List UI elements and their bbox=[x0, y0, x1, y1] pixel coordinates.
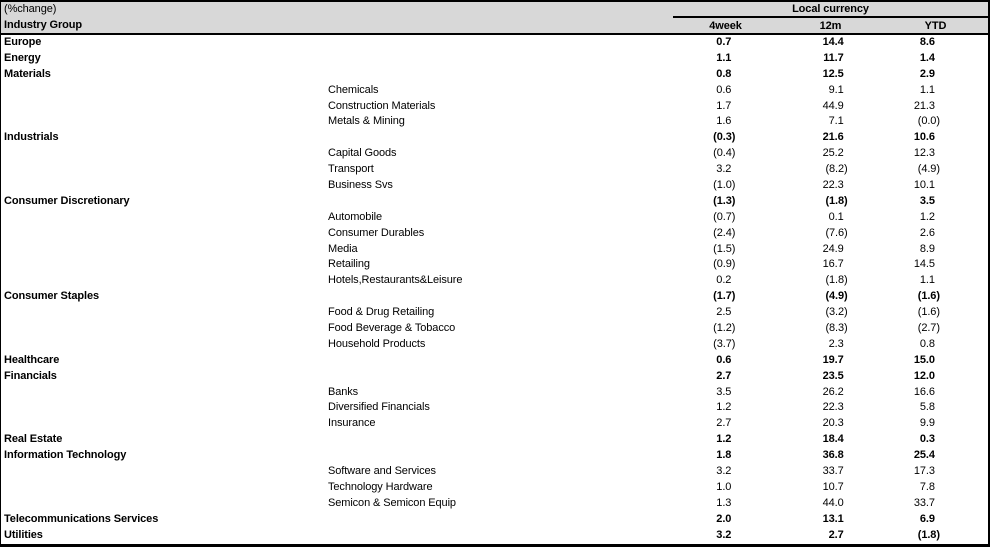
value-4week: 1.2 bbox=[716, 433, 732, 446]
row-label: Materials bbox=[4, 67, 51, 80]
value-ytd: 10.1 bbox=[913, 179, 935, 192]
value-12m: 36.8 bbox=[822, 449, 844, 462]
value-4week: 3.2 bbox=[716, 465, 732, 478]
value-ytd: 1.1 bbox=[919, 274, 935, 287]
table-row bbox=[1, 273, 988, 289]
value-4week: 1.1 bbox=[716, 51, 732, 64]
value-ytd: 10.6 bbox=[913, 131, 935, 144]
value-12m: 44.0 bbox=[822, 496, 844, 509]
row-label: Banks bbox=[328, 385, 359, 398]
row-label: Chemicals bbox=[328, 83, 379, 96]
value-ytd: 1.2 bbox=[919, 210, 935, 223]
value-ytd: (0.0) bbox=[917, 115, 940, 128]
value-4week: 1.0 bbox=[716, 480, 732, 493]
row-label: Consumer Durables bbox=[328, 226, 425, 239]
value-4week: 0.6 bbox=[716, 83, 732, 96]
value-12m: 13.1 bbox=[822, 512, 844, 525]
table-row bbox=[1, 226, 988, 242]
value-ytd: 25.4 bbox=[913, 449, 935, 462]
value-4week: (1.7) bbox=[713, 290, 736, 303]
value-4week: 1.7 bbox=[716, 99, 732, 112]
table-body bbox=[1, 35, 988, 544]
value-ytd: 12.0 bbox=[913, 369, 935, 382]
value-12m: 11.7 bbox=[823, 51, 844, 64]
row-label: Diversified Financials bbox=[328, 401, 430, 414]
value-4week: 0.8 bbox=[716, 67, 732, 80]
column-headers bbox=[673, 19, 988, 33]
value-4week: 2.7 bbox=[716, 369, 732, 382]
value-12m: 7.1 bbox=[828, 115, 844, 128]
value-4week: 2.0 bbox=[716, 512, 732, 525]
table-row bbox=[1, 162, 988, 178]
value-ytd: 14.5 bbox=[913, 258, 935, 271]
value-12m: 22.3 bbox=[822, 179, 844, 192]
local-currency-group-header: Local currency bbox=[673, 2, 988, 18]
row-label: Technology Hardware bbox=[328, 480, 433, 493]
table-row bbox=[1, 528, 988, 544]
value-4week: (3.7) bbox=[713, 337, 736, 350]
value-12m: 33.7 bbox=[822, 465, 844, 478]
value-12m: (7.6) bbox=[825, 226, 848, 239]
row-label: Healthcare bbox=[4, 353, 60, 366]
value-4week: 2.5 bbox=[716, 306, 732, 319]
table-row bbox=[1, 400, 988, 416]
value-4week: 3.5 bbox=[716, 385, 732, 398]
value-4week: 1.3 bbox=[716, 496, 732, 509]
value-ytd: 1.1 bbox=[919, 83, 935, 96]
value-ytd: 3.5 bbox=[919, 194, 935, 207]
value-4week: (2.4) bbox=[713, 226, 736, 239]
value-ytd: (2.7) bbox=[917, 322, 940, 335]
table-row bbox=[1, 35, 988, 51]
row-label: Hotels,Restaurants&Leisure bbox=[328, 274, 463, 287]
value-4week: 3.2 bbox=[716, 528, 732, 541]
row-label: Utilities bbox=[4, 528, 43, 541]
value-12m: 14.4 bbox=[822, 36, 844, 48]
value-ytd: (1.6) bbox=[917, 290, 940, 303]
value-ytd: 8.6 bbox=[919, 36, 935, 48]
row-label: Capital Goods bbox=[328, 147, 397, 160]
table-row bbox=[1, 337, 988, 353]
value-ytd: 33.7 bbox=[913, 496, 935, 509]
value-ytd: 9.9 bbox=[919, 417, 935, 430]
table-row bbox=[1, 289, 988, 305]
table-row bbox=[1, 51, 988, 67]
row-label: Food & Drug Retailing bbox=[328, 306, 435, 319]
value-ytd: (1.6) bbox=[917, 306, 940, 319]
value-ytd: 15.0 bbox=[913, 353, 935, 366]
value-12m: 25.2 bbox=[822, 147, 844, 160]
row-label: Software and Services bbox=[328, 465, 436, 478]
value-12m: 2.7 bbox=[828, 528, 844, 541]
value-4week: (1.0) bbox=[713, 179, 736, 192]
value-12m: (8.3) bbox=[825, 322, 848, 335]
row-label: Consumer Staples bbox=[4, 290, 99, 303]
value-ytd: 2.9 bbox=[919, 67, 935, 80]
value-12m: 22.3 bbox=[822, 401, 844, 414]
value-ytd: 7.8 bbox=[919, 480, 935, 493]
value-4week: (1.2) bbox=[713, 322, 736, 335]
table-row bbox=[1, 242, 988, 258]
column-header-4week: 4week bbox=[709, 20, 742, 32]
row-label: Real Estate bbox=[4, 433, 63, 446]
row-label: Construction Materials bbox=[328, 99, 436, 112]
value-12m: 20.3 bbox=[822, 417, 844, 430]
value-4week: (0.7) bbox=[713, 210, 736, 223]
table-row bbox=[1, 257, 988, 273]
row-label: Insurance bbox=[328, 417, 376, 430]
row-label: Metals & Mining bbox=[328, 115, 405, 128]
table-row bbox=[1, 130, 988, 146]
value-4week: 0.7 bbox=[716, 36, 732, 48]
value-12m: 24.9 bbox=[822, 242, 844, 255]
table-row bbox=[1, 369, 988, 385]
value-4week: (0.4) bbox=[713, 147, 736, 160]
table-row bbox=[1, 114, 988, 130]
table-row bbox=[1, 496, 988, 512]
value-ytd: 16.6 bbox=[913, 385, 935, 398]
row-label: Europe bbox=[4, 36, 42, 48]
table-row bbox=[1, 480, 988, 496]
value-12m: 16.7 bbox=[822, 258, 844, 271]
row-label: Business Svs bbox=[328, 179, 393, 192]
value-12m: 9.1 bbox=[828, 83, 844, 96]
value-ytd: 0.8 bbox=[919, 337, 935, 350]
table-row bbox=[1, 146, 988, 162]
column-header-ytd: YTD bbox=[924, 20, 947, 32]
value-ytd: 1.4 bbox=[919, 51, 935, 64]
row-label: Energy bbox=[4, 51, 41, 64]
value-12m: 10.7 bbox=[822, 480, 844, 493]
table-row bbox=[1, 99, 988, 115]
table-row bbox=[1, 178, 988, 194]
table-row bbox=[1, 416, 988, 432]
value-4week: 3.2 bbox=[716, 163, 732, 176]
row-label: Automobile bbox=[328, 210, 383, 223]
value-ytd: 6.9 bbox=[919, 512, 935, 525]
value-4week: (0.9) bbox=[713, 258, 736, 271]
row-label: Consumer Discretionary bbox=[4, 194, 130, 207]
row-label: Telecommunications Services bbox=[4, 512, 159, 525]
value-4week: 1.8 bbox=[716, 449, 732, 462]
row-label: Media bbox=[328, 242, 358, 255]
table-row bbox=[1, 464, 988, 480]
column-header-12m: 12m bbox=[819, 20, 842, 32]
value-12m: 18.4 bbox=[822, 433, 844, 446]
value-12m: (1.8) bbox=[825, 194, 848, 207]
row-label: Retailing bbox=[328, 258, 370, 271]
value-ytd: (4.9) bbox=[917, 163, 940, 176]
row-label: Information Technology bbox=[4, 449, 127, 462]
value-12m: 19.7 bbox=[822, 353, 844, 366]
row-label: Financials bbox=[4, 369, 57, 382]
value-4week: 2.7 bbox=[716, 417, 732, 430]
table-row bbox=[1, 83, 988, 99]
value-12m: (1.8) bbox=[825, 274, 848, 287]
row-label: Industrials bbox=[4, 131, 59, 144]
table-row bbox=[1, 194, 988, 210]
row-label: Food Beverage & Tobacco bbox=[328, 322, 456, 335]
value-12m: (4.9) bbox=[825, 290, 848, 303]
value-ytd: 8.9 bbox=[919, 242, 935, 255]
value-ytd: 0.3 bbox=[919, 433, 935, 446]
industry-group-column-header: Industry Group bbox=[4, 19, 83, 31]
value-4week: 0.6 bbox=[716, 353, 732, 366]
value-ytd: 21.3 bbox=[913, 99, 935, 112]
table-row bbox=[1, 305, 988, 321]
value-12m: 2.3 bbox=[828, 337, 844, 350]
value-12m: 12.5 bbox=[822, 67, 844, 80]
row-label: Transport bbox=[328, 163, 374, 176]
value-4week: (0.3) bbox=[713, 131, 736, 144]
row-label: Semicon & Semicon Equip bbox=[328, 496, 456, 509]
value-ytd: 12.3 bbox=[913, 147, 935, 160]
value-12m: 44.9 bbox=[822, 99, 844, 112]
row-label: Household Products bbox=[328, 337, 426, 350]
table-row bbox=[1, 385, 988, 401]
table-row bbox=[1, 448, 988, 464]
value-12m: (3.2) bbox=[825, 306, 848, 319]
value-12m: (8.2) bbox=[825, 163, 848, 176]
value-ytd: 2.6 bbox=[919, 226, 935, 239]
value-ytd: (1.8) bbox=[917, 528, 940, 541]
value-4week: 1.6 bbox=[716, 115, 732, 128]
table-row bbox=[1, 67, 988, 83]
value-ytd: 5.8 bbox=[919, 401, 935, 414]
value-12m: 21.6 bbox=[822, 131, 844, 144]
value-4week: (1.5) bbox=[713, 242, 736, 255]
table-header bbox=[1, 2, 988, 35]
table-row bbox=[1, 512, 988, 528]
table-row bbox=[1, 353, 988, 369]
table-row bbox=[1, 432, 988, 448]
value-12m: 26.2 bbox=[822, 385, 844, 398]
value-12m: 23.5 bbox=[822, 369, 844, 382]
value-4week: (1.3) bbox=[713, 194, 736, 207]
value-4week: 1.2 bbox=[716, 401, 732, 414]
value-4week: 0.2 bbox=[716, 274, 732, 287]
table-row bbox=[1, 210, 988, 226]
percent-change-label: (%change) bbox=[4, 3, 57, 15]
value-ytd: 17.3 bbox=[913, 465, 935, 478]
value-12m: 0.1 bbox=[828, 210, 844, 223]
table-row bbox=[1, 321, 988, 337]
